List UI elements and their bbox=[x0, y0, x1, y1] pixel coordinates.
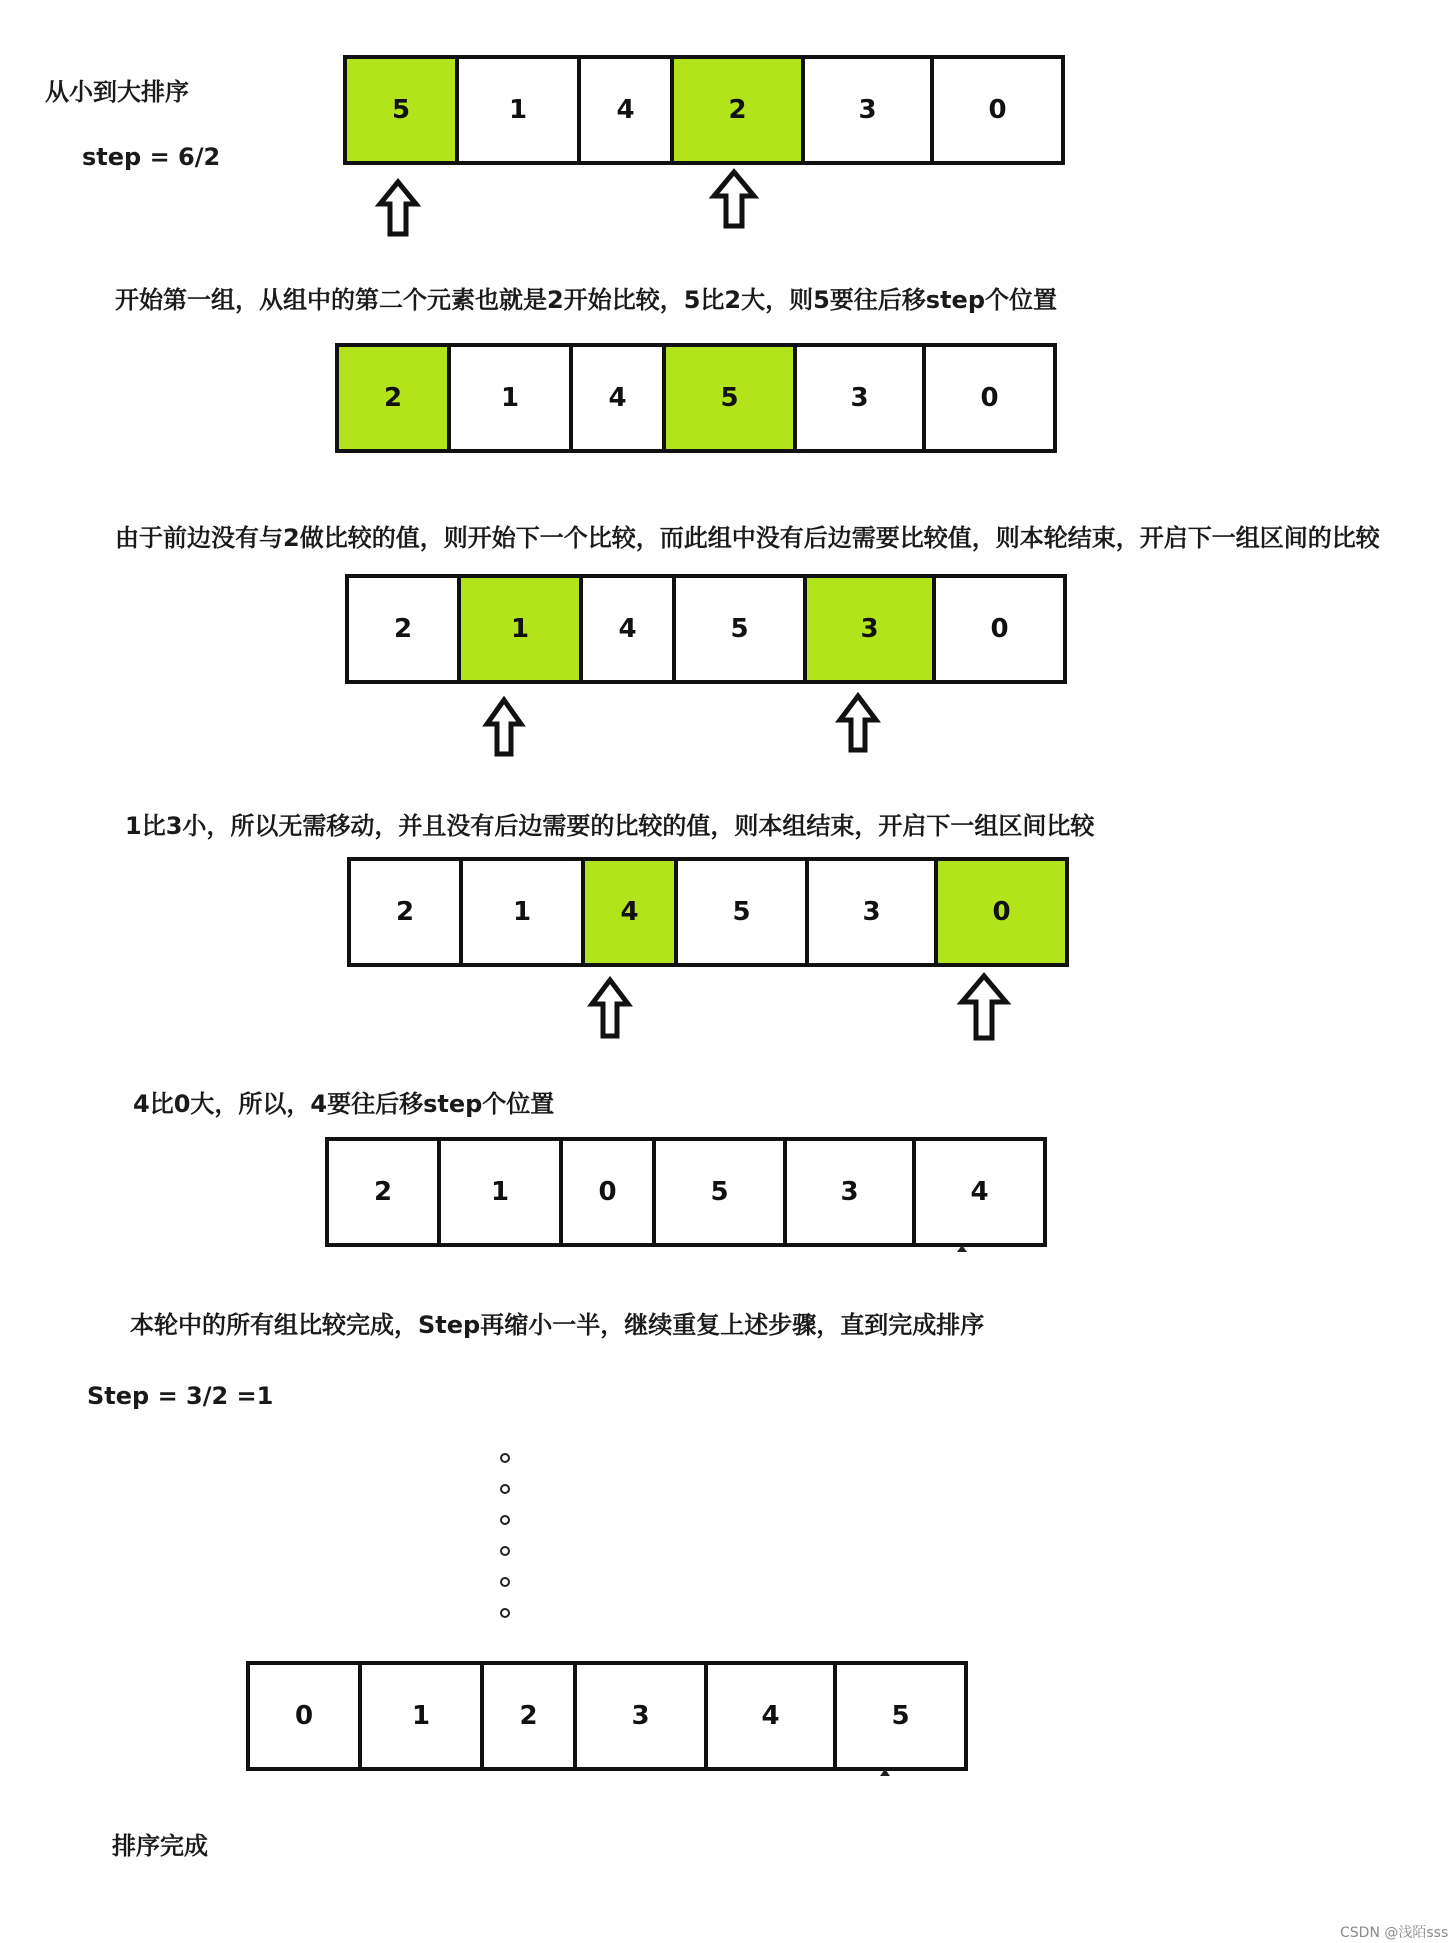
tick-mark-icon bbox=[880, 1769, 890, 1776]
step-first-text: step = 6/2 bbox=[82, 143, 221, 171]
array-row bbox=[347, 857, 1069, 967]
array-cell: 3 bbox=[803, 578, 932, 680]
array-cell: 3 bbox=[793, 347, 922, 449]
caption-text: 1比3小，所以无需移动，并且没有后边需要的比较的值，则本组结束，开启下一组区间比较 bbox=[125, 812, 1095, 840]
caption-text: 由于前边没有与2做比较的值，则开始下一个比较，而此组中没有后边需要比较值，则本轮结束，开启下一组区间的比较 bbox=[115, 524, 1380, 552]
tick-mark-icon bbox=[957, 1245, 967, 1252]
array-cell: 4 bbox=[581, 861, 674, 963]
array-cell: 0 bbox=[932, 578, 1063, 680]
array-cell: 4 bbox=[577, 59, 670, 161]
array-cell: 2 bbox=[339, 347, 447, 449]
up-arrow-icon bbox=[960, 974, 1008, 1040]
array-cell: 3 bbox=[805, 861, 934, 963]
done-text: 排序完成 bbox=[112, 1832, 208, 1860]
array-cell: 2 bbox=[480, 1665, 573, 1767]
array-cell: 1 bbox=[459, 861, 581, 963]
array-cell: 0 bbox=[559, 1141, 652, 1243]
array-row bbox=[335, 343, 1057, 453]
up-arrow-icon bbox=[590, 978, 630, 1038]
array-cell: 1 bbox=[437, 1141, 559, 1243]
array-cell: 1 bbox=[455, 59, 577, 161]
up-arrow-icon bbox=[838, 694, 878, 752]
ellipsis-dot bbox=[500, 1453, 510, 1463]
caption-text: 开始第一组，从组中的第二个元素也就是2开始比较，5比2大，则5要往后移step个位置 bbox=[115, 286, 1058, 314]
array-cell: 3 bbox=[801, 59, 930, 161]
array-cell: 4 bbox=[912, 1141, 1043, 1243]
title-text: 从小到大排序 bbox=[45, 78, 189, 106]
array-cell: 5 bbox=[674, 861, 805, 963]
array-cell: 5 bbox=[662, 347, 793, 449]
array-cell: 1 bbox=[447, 347, 569, 449]
array-cell: 3 bbox=[783, 1141, 912, 1243]
array-cell: 5 bbox=[347, 59, 455, 161]
array-cell: 5 bbox=[672, 578, 803, 680]
array-row bbox=[325, 1137, 1047, 1247]
ellipsis-dot bbox=[500, 1546, 510, 1556]
ellipsis-dot bbox=[500, 1608, 510, 1618]
caption-text: 本轮中的所有组比较完成，Step再缩小一半，继续重复上述步骤，直到完成排序 bbox=[130, 1311, 985, 1339]
ellipsis-dot bbox=[500, 1577, 510, 1587]
array-cell: 5 bbox=[833, 1665, 964, 1767]
ellipsis-dot bbox=[500, 1515, 510, 1525]
array-row bbox=[246, 1661, 968, 1771]
array-cell: 4 bbox=[569, 347, 662, 449]
step-second-text: Step = 3/2 =1 bbox=[87, 1382, 274, 1410]
up-arrow-icon bbox=[378, 180, 418, 236]
up-arrow-icon bbox=[712, 170, 756, 228]
ellipsis-dot bbox=[500, 1484, 510, 1494]
array-row bbox=[343, 55, 1065, 165]
array-cell: 2 bbox=[373, 1177, 393, 1207]
array-cell: 5 bbox=[652, 1141, 783, 1243]
array-cell: 0 bbox=[934, 861, 1065, 963]
array-row bbox=[345, 574, 1067, 684]
array-cell: 0 bbox=[922, 347, 1053, 449]
up-arrow-icon bbox=[485, 698, 523, 756]
array-cell: 1 bbox=[457, 578, 579, 680]
array-cell: 0 bbox=[294, 1701, 314, 1731]
array-cell: 2 bbox=[395, 897, 415, 927]
array-cell: 4 bbox=[704, 1665, 833, 1767]
array-cell: 3 bbox=[573, 1665, 704, 1767]
array-cell: 4 bbox=[579, 578, 672, 680]
array-cell: 2 bbox=[393, 614, 413, 644]
array-cell: 0 bbox=[930, 59, 1061, 161]
caption-text: 4比0大，所以，4要往后移step个位置 bbox=[133, 1090, 555, 1118]
watermark-text: CSDN @浅陌sss bbox=[1340, 1925, 1449, 1941]
array-cell: 1 bbox=[358, 1665, 480, 1767]
array-cell: 2 bbox=[670, 59, 801, 161]
